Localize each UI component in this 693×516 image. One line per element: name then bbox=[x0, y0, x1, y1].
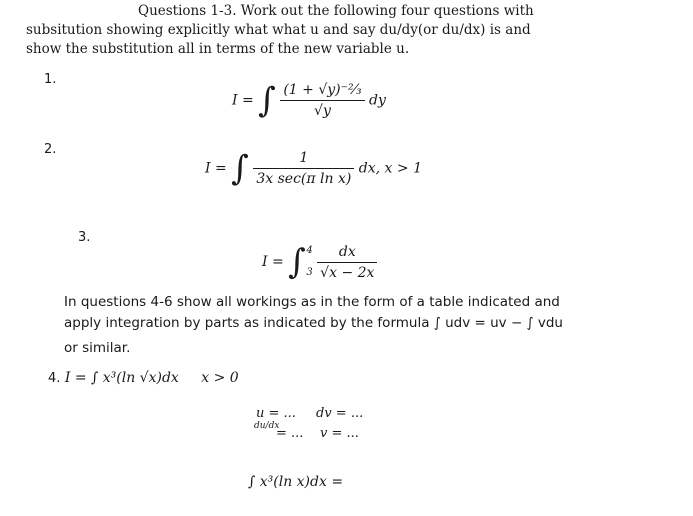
question-2-fraction bbox=[253, 150, 354, 187]
table-dudx-label: du/dx bbox=[254, 421, 280, 431]
question-2-tail: dx, x > 1 bbox=[358, 160, 422, 177]
table-v: v = ... bbox=[320, 426, 359, 441]
section-2-line-2: apply integration by parts as indicated by the formula ∫ udv = uv − ∫ vdu bbox=[64, 315, 563, 331]
question-1-denominator: √y bbox=[280, 100, 364, 119]
instructions-line-3: show the substitution all in terms of the new variable u. bbox=[26, 41, 410, 57]
instructions-line-2: subsitution showing explicitly what what u and say du/dy(or du/dx) is and bbox=[26, 22, 531, 38]
integral-sign-icon: ∫ bbox=[231, 148, 249, 189]
section-2-line-3: or similar. bbox=[64, 340, 131, 356]
question-3-fraction bbox=[317, 244, 377, 281]
question-4-number: 4. bbox=[48, 371, 61, 386]
question-3-formula bbox=[262, 240, 377, 284]
question-3-denominator: √x − 2x bbox=[317, 262, 377, 281]
question-1-numerator: (1 + √y)⁻²⁄₃ bbox=[283, 82, 362, 98]
question-1-formula bbox=[232, 82, 386, 119]
question-2-formula bbox=[205, 150, 422, 187]
section-2-paragraph bbox=[64, 292, 564, 359]
section-2-line-1: In questions 4-6 show all workings as in the form of a table indicated and bbox=[64, 294, 560, 310]
question-2-denominator: 3x sec(π ln x) bbox=[253, 168, 354, 187]
question-4-expression: I = ∫ x³(ln √x)dx bbox=[64, 370, 179, 386]
question-1-tail: dy bbox=[369, 92, 386, 109]
table-dv: dv = ... bbox=[316, 406, 364, 421]
question-3-number: 3. bbox=[78, 230, 91, 245]
table-u: u = ... bbox=[256, 406, 296, 421]
question-4-heading bbox=[48, 370, 239, 386]
question-2-lhs: I = bbox=[205, 160, 227, 177]
question-3-limits bbox=[306, 240, 312, 284]
question-4-final-expression: ∫ x³(ln x)dx = bbox=[248, 474, 344, 490]
table-dudx-rhs: = ... bbox=[276, 426, 304, 441]
question-3-numerator: dx bbox=[338, 243, 356, 260]
question-3-upper-limit: 4 bbox=[306, 245, 313, 256]
question-2-number: 2. bbox=[44, 142, 57, 157]
question-3-lhs: I = bbox=[262, 254, 284, 270]
integral-sign-icon: ∫ bbox=[288, 242, 306, 282]
question-1-number: 1. bbox=[44, 72, 57, 87]
question-4-condition: x > 0 bbox=[201, 370, 239, 386]
question-2-numerator: 1 bbox=[299, 150, 309, 166]
instructions-line-1: Questions 1-3. Work out the following four questions with bbox=[138, 3, 534, 19]
question-1-lhs: I = bbox=[232, 92, 254, 109]
instructions-paragraph bbox=[26, 2, 556, 59]
question-3-lower-limit: 3 bbox=[306, 267, 313, 278]
question-1-fraction bbox=[280, 82, 364, 119]
integral-sign-icon: ∫ bbox=[258, 80, 276, 121]
